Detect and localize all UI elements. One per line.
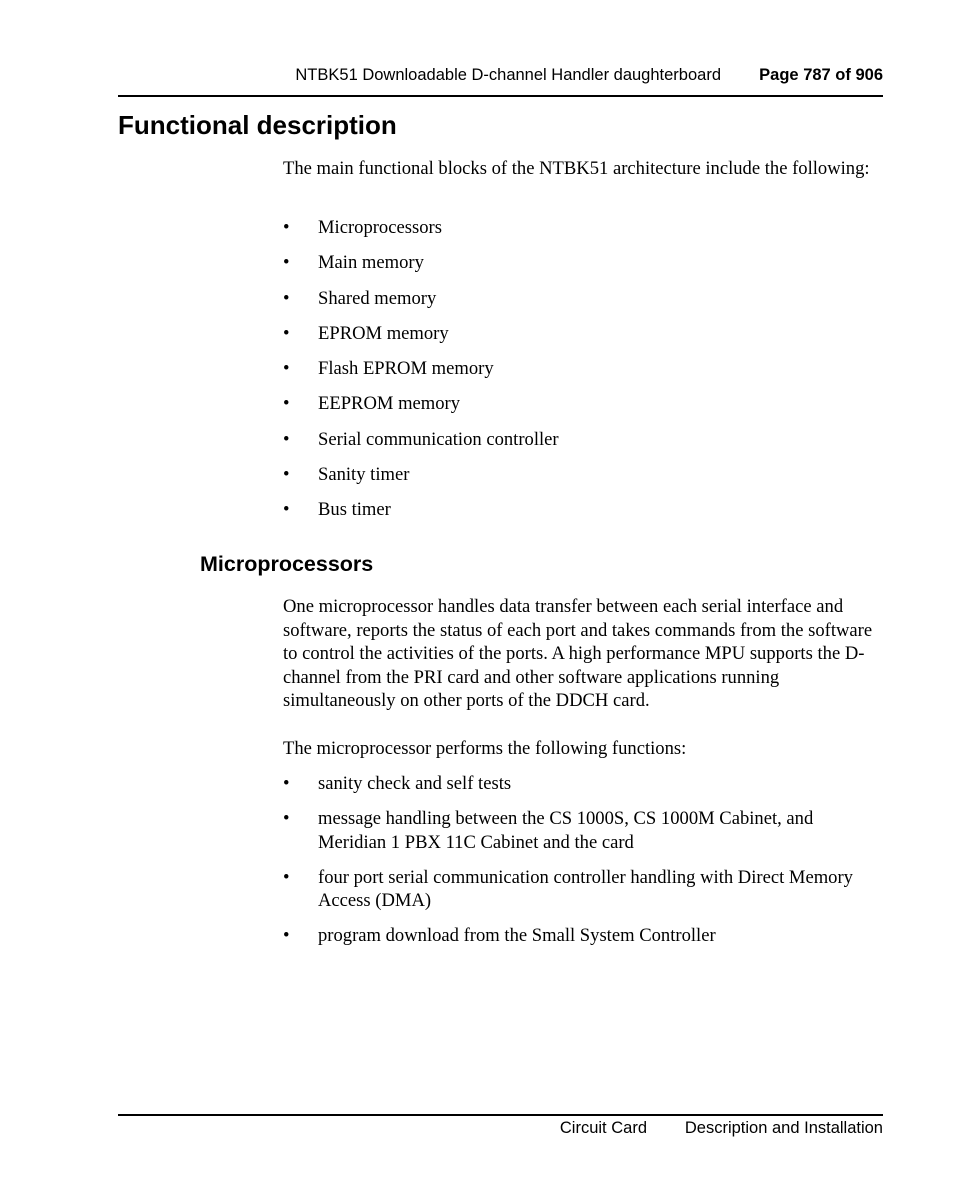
functional-blocks-list bbox=[283, 216, 883, 534]
list-item bbox=[283, 428, 883, 463]
bullet: • bbox=[283, 925, 290, 946]
bullet: • bbox=[283, 428, 290, 450]
list-item bbox=[283, 392, 883, 427]
footer-right: Description and Installation bbox=[684, 1119, 883, 1137]
bullet: • bbox=[283, 866, 290, 888]
list-item bbox=[283, 251, 883, 286]
footer-rule bbox=[118, 1114, 883, 1116]
functions-intro: The microprocessor performs the following functions: bbox=[283, 738, 687, 759]
list-item-text: message handling between the CS 1000S, CS 1000M Cabinet, and Meridian 1 PBX 11C Cabinet and the card bbox=[318, 808, 814, 853]
footer-left: Circuit Card bbox=[559, 1119, 647, 1137]
list-item-text: program download from the Small System Controller bbox=[318, 925, 716, 946]
header-title: NTBK51 Downloadable D-channel Handler daughterboard bbox=[295, 66, 721, 84]
bullet: • bbox=[283, 217, 290, 238]
page-number: Page 787 of 906 bbox=[759, 66, 883, 84]
running-header bbox=[118, 64, 883, 88]
list-item bbox=[283, 216, 883, 251]
list-item bbox=[283, 866, 883, 913]
list-item bbox=[283, 287, 883, 322]
list-item bbox=[283, 498, 883, 533]
list-item bbox=[283, 322, 883, 357]
header-rule bbox=[118, 95, 883, 97]
bullet: • bbox=[283, 287, 290, 309]
bullet: • bbox=[283, 499, 290, 521]
list-item bbox=[283, 924, 883, 948]
bullet: • bbox=[283, 808, 290, 829]
bullet: • bbox=[283, 252, 290, 274]
bullet: • bbox=[283, 322, 290, 344]
running-footer bbox=[118, 1118, 883, 1142]
list-item-text: EEPROM memory bbox=[318, 393, 461, 415]
list-item bbox=[283, 807, 883, 854]
list-item-text: four port serial communication controller handling with Direct Memory Access (DMA) bbox=[318, 866, 853, 911]
list-item-text: EPROM memory bbox=[318, 322, 449, 344]
list-item-text: Sanity timer bbox=[318, 464, 410, 486]
bullet: • bbox=[283, 773, 290, 794]
list-item-text: Shared memory bbox=[318, 287, 437, 309]
list-item bbox=[283, 357, 883, 392]
microprocessor-paragraph: One microprocessor handles data transfer between each serial interface and software, reports the status of each port and takes commands from the software to control the activities of the ports. A high performance MPU supports the D-channel from the PRI card and other software applications running simultaneously on other ports of the DDCH card. bbox=[283, 596, 873, 711]
list-item-text: Bus timer bbox=[318, 499, 391, 521]
list-item-text: Flash EPROM memory bbox=[318, 358, 494, 380]
list-item-text: Microprocessors bbox=[318, 217, 442, 238]
bullet: • bbox=[283, 358, 290, 380]
list-item bbox=[283, 772, 883, 796]
list-item-text: sanity check and self tests bbox=[318, 773, 512, 794]
intro-paragraph: The main functional blocks of the NTBK51 architecture include the following: bbox=[283, 158, 870, 179]
subsection-title: Microprocessors bbox=[200, 552, 374, 576]
section-title: Functional description bbox=[118, 110, 397, 140]
bullet: • bbox=[283, 464, 290, 486]
list-item-text: Serial communication controller bbox=[318, 428, 559, 450]
list-item bbox=[283, 463, 883, 498]
bullet: • bbox=[283, 393, 290, 415]
functions-list bbox=[283, 772, 883, 959]
list-item-text: Main memory bbox=[318, 252, 424, 274]
